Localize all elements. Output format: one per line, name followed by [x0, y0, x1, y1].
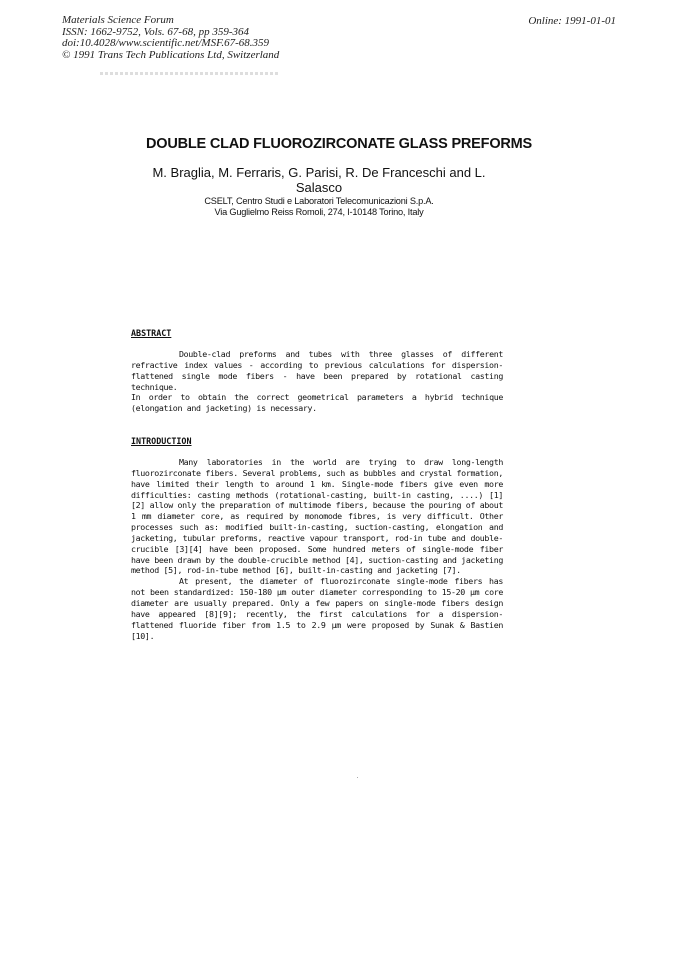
affiliation-institution: CSELT, Centro Studi e Laboratori Telecomunicazioni S.p.A. [204, 196, 434, 206]
copyright-line: © 1991 Trans Tech Publications Ltd, Switzerland [62, 48, 280, 61]
abstract-heading: ABSTRACT [131, 328, 172, 338]
issn-line: ISSN: 1662-9752, Vols. 67-68, pp 359-364 [62, 25, 249, 38]
abstract-paragraph-1: Double-clad preforms and tubes with three glasses of different refractive index values - according to previous calculations for dispersion-flattened single mode fibers - have been prepared by rotational casting technique. [131, 349, 503, 392]
introduction-body [131, 457, 503, 641]
scan-speck [357, 777, 358, 778]
introduction-heading: INTRODUCTION [131, 436, 192, 446]
doi-line: doi:10.4028/www.scientific.net/MSF.67-68.359 [62, 37, 270, 50]
online-date: Online: 1991-01-01 [528, 15, 616, 27]
journal-name: Materials Science Forum [62, 14, 174, 26]
paper-title: DOUBLE CLAD FLUOROZIRCONATE GLASS PREFORMS [145, 136, 533, 152]
abstract-paragraph-2: In order to obtain the correct geometrical parameters a hybrid technique (elongation and jacketing) is necessary. [131, 392, 503, 414]
abstract-body [131, 349, 503, 414]
introduction-paragraph-2: At present, the diameter of fluorozirconate single-mode fibers has not been standardized: 150-180 µm outer diameter corresponding to 15-20 µm core diameter are usually prepared. Only a few papers on single-mode fibers design have appeared [8][9]; recently, the first calculations for a dispersion-flattened fluoride fiber from 1.5 to 2.9 µm were proposed by Sunak & Bastien [10]. [131, 576, 503, 641]
citation-block [62, 15, 279, 61]
affiliation-address: Via Guglielmo Reiss Romoli, 274, I-10148 Torino, Italy [214, 207, 424, 217]
faded-scan-line [100, 72, 278, 75]
author-list: M. Braglia, M. Ferraris, G. Parisi, R. De Franceschi and L. Salasco [152, 165, 486, 195]
introduction-paragraph-1: Many laboratories in the world are trying to draw long-length fluorozirconate fibers. Several problems, such as bubbles and crystal formation, have limited their length to around 1 km. Single-mode fibers give even more difficulties: casting methods (rotational-casting, built-in casting, ....) [1] [2] allow only the preparation of multimode fibers, because the pouring of about 1 mm diameter core, as required by monomode fibres, is very difficult. Other processes such as: modified built-in-casting, suction-casting, elongation and jacketing, tubular preforms, reactive vapour transport, rod-in tube and double-crucible [3][4] have been proposed. Some hundred meters of single-mode fiber have been drawn by the double-crucible method [4], suction-casting and jacketing method [5], rod-in-tube method [6], built-in-casting and jacketing [7]. [131, 457, 503, 576]
